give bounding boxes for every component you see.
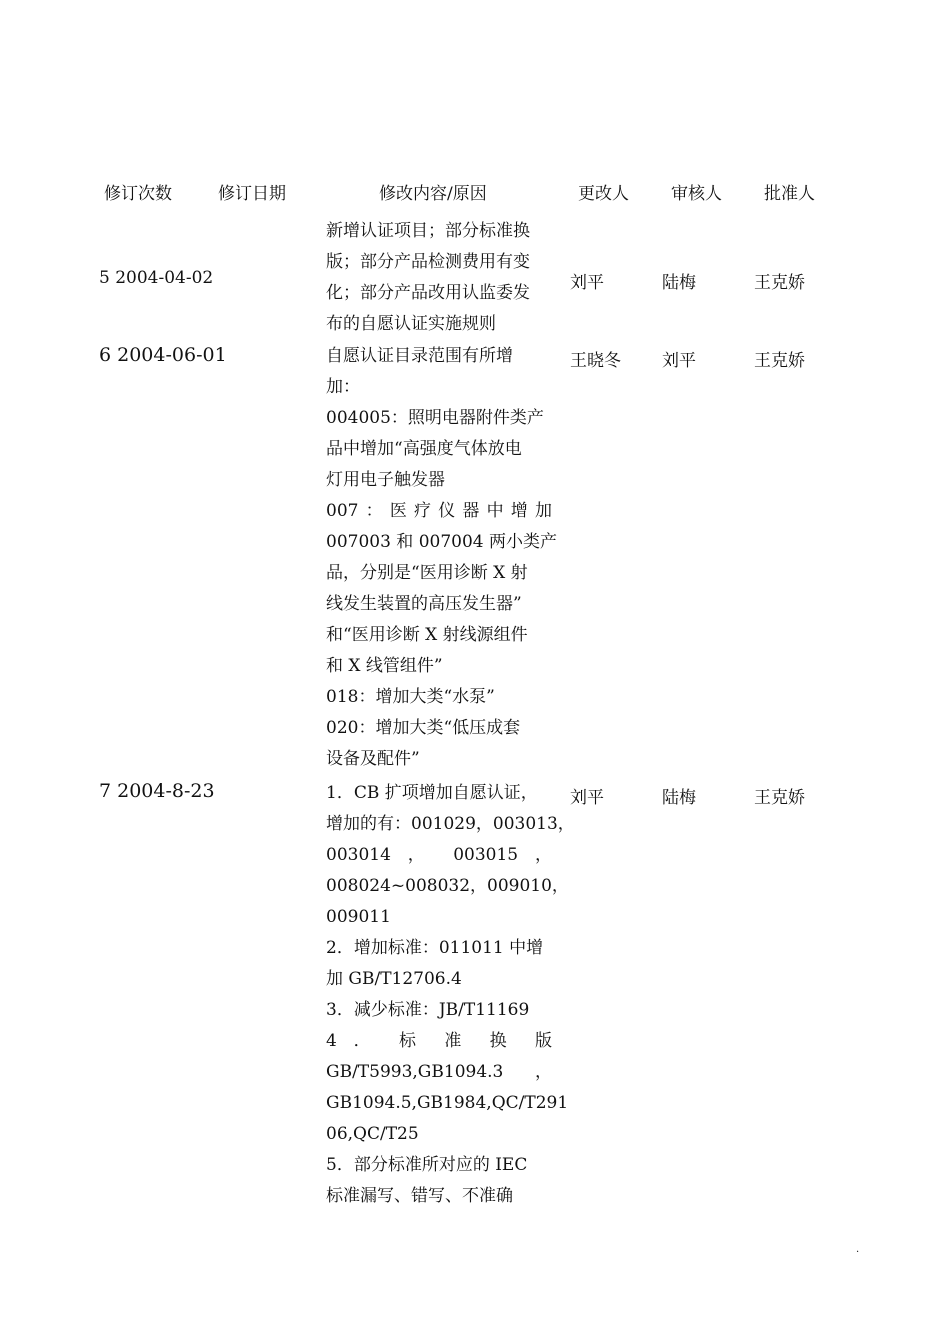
- content-line: 线发生装置的高压发生器”: [326, 594, 522, 614]
- row-5-content: [326, 216, 552, 340]
- content-line: 增加的有：001029，003013，: [326, 814, 575, 834]
- content-line: 020：增加大类“低压成套: [326, 718, 521, 738]
- content-line: 设备及配件”: [326, 749, 420, 769]
- content-line: 008024~008032，009010，: [326, 876, 569, 896]
- content-line: 品中增加“高强度气体放电: [326, 439, 522, 459]
- row-5-revision: 5 2004-04-02: [99, 268, 214, 288]
- content-line: 和“医用诊断 X 射线源组件: [326, 625, 528, 645]
- content-line: 新增认证项目；部分标准换: [326, 221, 530, 241]
- row-6-changer: 王晓冬: [570, 351, 621, 371]
- content-line: 06,QC/T25: [326, 1124, 419, 1144]
- header-approver: 批准人: [764, 184, 815, 204]
- row-7-content: [326, 778, 575, 1212]
- row-5-reviewer: 陆梅: [662, 273, 696, 293]
- content-line: 1．CB 扩项增加自愿认证，: [326, 783, 538, 803]
- content-line: 009011: [326, 907, 391, 927]
- content-line: 自愿认证目录范围有所增: [326, 346, 513, 366]
- content-line: 布的自愿认证实施规则: [326, 314, 496, 334]
- content-line: 化；部分产品改用认监委发: [326, 283, 530, 303]
- row-7-revision: 7 2004-8-23: [99, 780, 215, 802]
- row-7-approver: 王克娇: [754, 788, 805, 808]
- content-line: 加 GB/T12706.4: [326, 969, 462, 989]
- row-5-changer: 刘平: [570, 273, 604, 293]
- row-6-content: [326, 341, 558, 775]
- row-7-changer: 刘平: [570, 788, 604, 808]
- content-line: 5．部分标准所对应的 IEC: [326, 1155, 528, 1175]
- content-line: 4 ． 标 准 换 版: [326, 1031, 552, 1051]
- content-line: 3．减少标准：JB/T11169: [326, 1000, 530, 1020]
- row-6-revision: 6 2004-06-01: [99, 344, 227, 366]
- content-line: GB/T5993,GB1094.3 ，: [326, 1062, 552, 1082]
- header-content-reason: 修改内容/原因: [379, 184, 487, 204]
- content-line: 007003 和 007004 两小类产: [326, 532, 558, 552]
- header-reviewer: 审核人: [671, 184, 722, 204]
- content-line: 品，分别是“医用诊断 X 射: [326, 563, 528, 583]
- row-6-reviewer: 刘平: [662, 351, 696, 371]
- content-line: 标准漏写、错写、不准确: [326, 1186, 513, 1206]
- content-line: 004005：照明电器附件类产: [326, 408, 544, 428]
- row-6-approver: 王克娇: [754, 351, 805, 371]
- row-5-approver: 王克娇: [754, 273, 805, 293]
- content-line: 2．增加标准：011011 中增: [326, 938, 544, 958]
- content-line: 003014 ， 003015 ，: [326, 845, 552, 865]
- content-line: 和 X 线管组件”: [326, 656, 443, 676]
- row-7-reviewer: 陆梅: [662, 788, 696, 808]
- content-line: 版；部分产品检测费用有变: [326, 252, 530, 272]
- content-line: 加：: [326, 377, 360, 397]
- content-line: GB1094.5,GB1984,QC/T291: [326, 1093, 569, 1113]
- header-changer: 更改人: [578, 184, 629, 204]
- content-line: 007：医疗仪器中增加: [326, 501, 552, 521]
- header-revision-date: 修订日期: [218, 184, 286, 204]
- content-line: 灯用电子触发器: [326, 470, 445, 490]
- header-revision-number: 修订次数: [104, 184, 172, 204]
- content-line: 018：增加大类“水泵”: [326, 687, 495, 707]
- page-footer-mark: .: [856, 1244, 860, 1255]
